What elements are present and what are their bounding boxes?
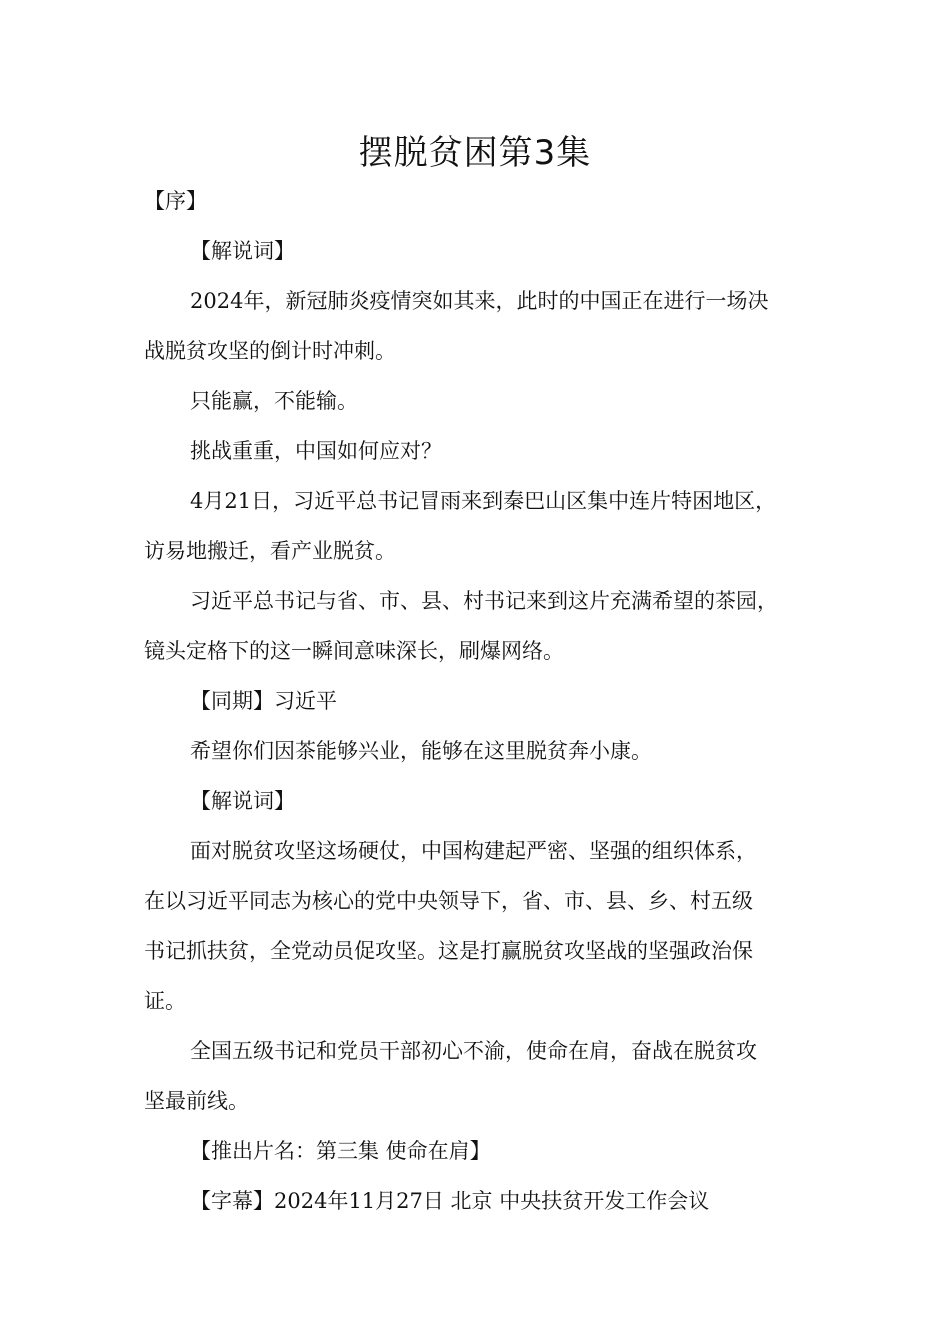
paragraph-line: 书记抓扶贫，全党动员促攻坚。这是打赢脱贫攻坚战的坚强政治保 <box>144 939 753 963</box>
document-title: 摆脱贫困第3集 <box>358 133 592 173</box>
episode-title-line: 【推出片名：第三集 使命在肩】 <box>190 1139 491 1163</box>
narration-label: 【解说词】 <box>190 239 295 263</box>
paragraph-line: 只能赢，不能输。 <box>190 389 358 413</box>
paragraph-line: 战脱贫攻坚的倒计时冲刺。 <box>144 339 396 363</box>
caption-line: 【字幕】2024年11月27日 北京 中央扶贫开发工作会议 <box>190 1189 710 1213</box>
narration-label: 【解说词】 <box>190 789 295 813</box>
sync-label: 【同期】习近平 <box>190 689 337 713</box>
paragraph-line: 4月21日，习近平总书记冒雨来到秦巴山区集中连片特困地区， <box>190 489 777 513</box>
paragraph-line: 全国五级书记和党员干部初心不渝，使命在肩，奋战在脱贫攻 <box>190 1039 757 1063</box>
paragraph-line: 访易地搬迁，看产业脱贫。 <box>144 539 396 563</box>
paragraph-line: 镜头定格下的这一瞬间意味深长，刷爆网络。 <box>144 639 564 663</box>
paragraph-line: 挑战重重，中国如何应对？ <box>190 439 442 463</box>
paragraph-line: 2024年，新冠肺炎疫情突如其来，此时的中国正在进行一场决 <box>190 289 769 313</box>
paragraph-line: 面对脱贫攻坚这场硬仗，中国构建起严密、坚强的组织体系， <box>190 839 757 863</box>
paragraph-line: 在以习近平同志为核心的党中央领导下，省、市、县、乡、村五级 <box>144 889 753 913</box>
section-heading-preface: 【序】 <box>144 189 207 213</box>
paragraph-line: 坚最前线。 <box>144 1089 249 1113</box>
paragraph-line: 习近平总书记与省、市、县、村书记来到这片充满希望的茶园， <box>190 589 778 613</box>
paragraph-line: 证。 <box>144 989 186 1013</box>
paragraph-line: 希望你们因茶能够兴业，能够在这里脱贫奔小康。 <box>190 739 652 763</box>
